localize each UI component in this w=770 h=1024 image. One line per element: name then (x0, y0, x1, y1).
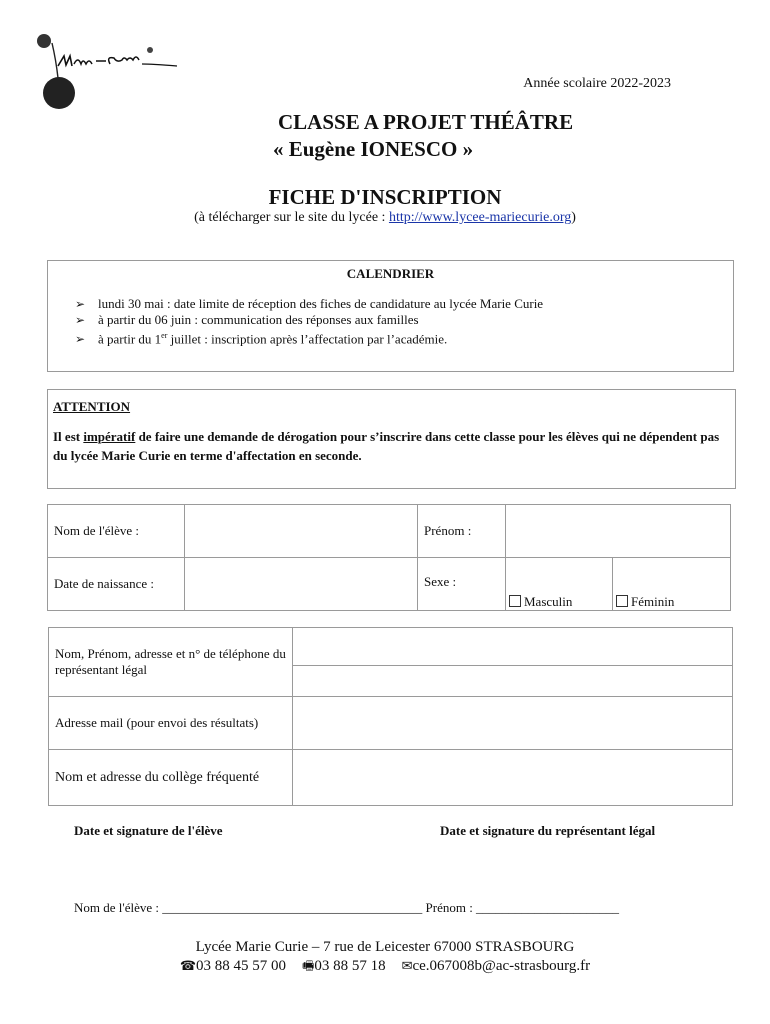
school-logo (30, 30, 190, 110)
calendar-item-text (98, 328, 447, 347)
calendar-title: CALENDRIER (346, 266, 435, 281)
calendar-item-text: lundi 30 mai : date limite de réception des fiches de candidature au lycée Marie Curie (98, 296, 544, 311)
female-option[interactable] (613, 558, 731, 611)
guardian-label: Nom, Prénom, adresse et n° de téléphone du représentant légal (49, 628, 293, 697)
male-label: Masculin (524, 594, 573, 609)
student-name-label: Nom de l'élève : (48, 505, 185, 558)
female-checkbox[interactable] (616, 595, 628, 607)
calendar-item-text: à partir du 06 juin : communication des réponses aux familles (98, 312, 419, 327)
guardian-field-1[interactable] (293, 628, 733, 666)
first-name-label: Prénom : (418, 505, 506, 558)
fax-number: 03 88 57 18 (314, 958, 386, 974)
marie-curie-logo-icon (30, 30, 190, 110)
download-note-prefix: (à télécharger sur le site du lycée : (194, 210, 389, 225)
college-label: Nom et adresse du collège fréquenté (49, 750, 293, 806)
page-title: CLASSE A PROJET THÉÂTRE (278, 110, 574, 134)
website-link[interactable]: http://www.lycee-mariecurie.org (388, 210, 572, 225)
calendar-item (75, 296, 733, 312)
calendar-item-sup: er (161, 331, 168, 340)
form-title: FICHE D'INSCRIPTION (268, 185, 502, 209)
male-option[interactable] (506, 558, 613, 611)
calendar-item (75, 312, 733, 328)
birth-date-field[interactable] (185, 558, 418, 611)
fax-icon: 🖷 (302, 959, 315, 974)
arrow-bullet-icon: ➢ (75, 313, 86, 327)
sex-label: Sexe : (418, 558, 506, 611)
arrow-bullet-icon: ➢ (75, 297, 86, 311)
birth-date-label: Date de naissance : (48, 558, 185, 611)
attention-text (53, 427, 727, 465)
calendar-item-text-post: juillet : inscription après l’affectation par l’académie. (167, 331, 448, 347)
download-note-suffix: ) (571, 210, 576, 225)
calendar-list (75, 296, 733, 347)
attention-emphasis: impératif (83, 429, 136, 444)
attention-title: ATTENTION (53, 399, 131, 414)
student-info-table (47, 504, 731, 611)
guardian-field-2[interactable] (293, 666, 733, 697)
calendar-box (47, 260, 734, 372)
download-note (0, 210, 770, 226)
student-signature-label: Date et signature de l'élève (74, 823, 223, 838)
mail-icon: ✉ (401, 959, 413, 974)
page-subtitle-ionesco: « Eugène IONESCO » (273, 137, 474, 161)
footer-contacts (0, 957, 770, 979)
guardian-signature-label: Date et signature du représentant légal (440, 823, 656, 838)
name-fill-line: Nom de l'élève : ________________________________________ Prénom : ______________________ (74, 900, 620, 915)
email-field[interactable] (293, 697, 733, 750)
calendar-item (75, 328, 733, 347)
calendar-item-text-pre: à partir du 1 (98, 331, 162, 347)
student-name-field[interactable] (185, 505, 418, 558)
footer-address: Lycée Marie Curie – 7 rue de Leicester 67000 STRASBOURG (195, 939, 575, 955)
attention-text-pre: Il est (53, 429, 84, 444)
contact-email[interactable]: ce.067008b@ac-strasbourg.fr (412, 958, 591, 974)
female-label: Féminin (631, 594, 675, 609)
male-checkbox[interactable] (509, 595, 521, 607)
arrow-bullet-icon: ➢ (75, 332, 86, 347)
guardian-info-table (48, 627, 733, 806)
attention-text-post: de faire une demande de dérogation pour s’inscrire dans cette classe pour les élèves qui ne dépendent pas du lycée Marie Curie en terme d'affectation en seconde. (53, 429, 720, 463)
school-year: Année scolaire 2022-2023 (523, 76, 671, 91)
phone-number: 03 88 45 57 00 (196, 958, 287, 974)
attention-box (47, 389, 736, 489)
first-name-field[interactable] (506, 505, 731, 558)
college-field[interactable] (293, 750, 733, 806)
phone-icon: ☎ (179, 959, 197, 974)
email-label: Adresse mail (pour envoi des résultats) (49, 697, 293, 750)
